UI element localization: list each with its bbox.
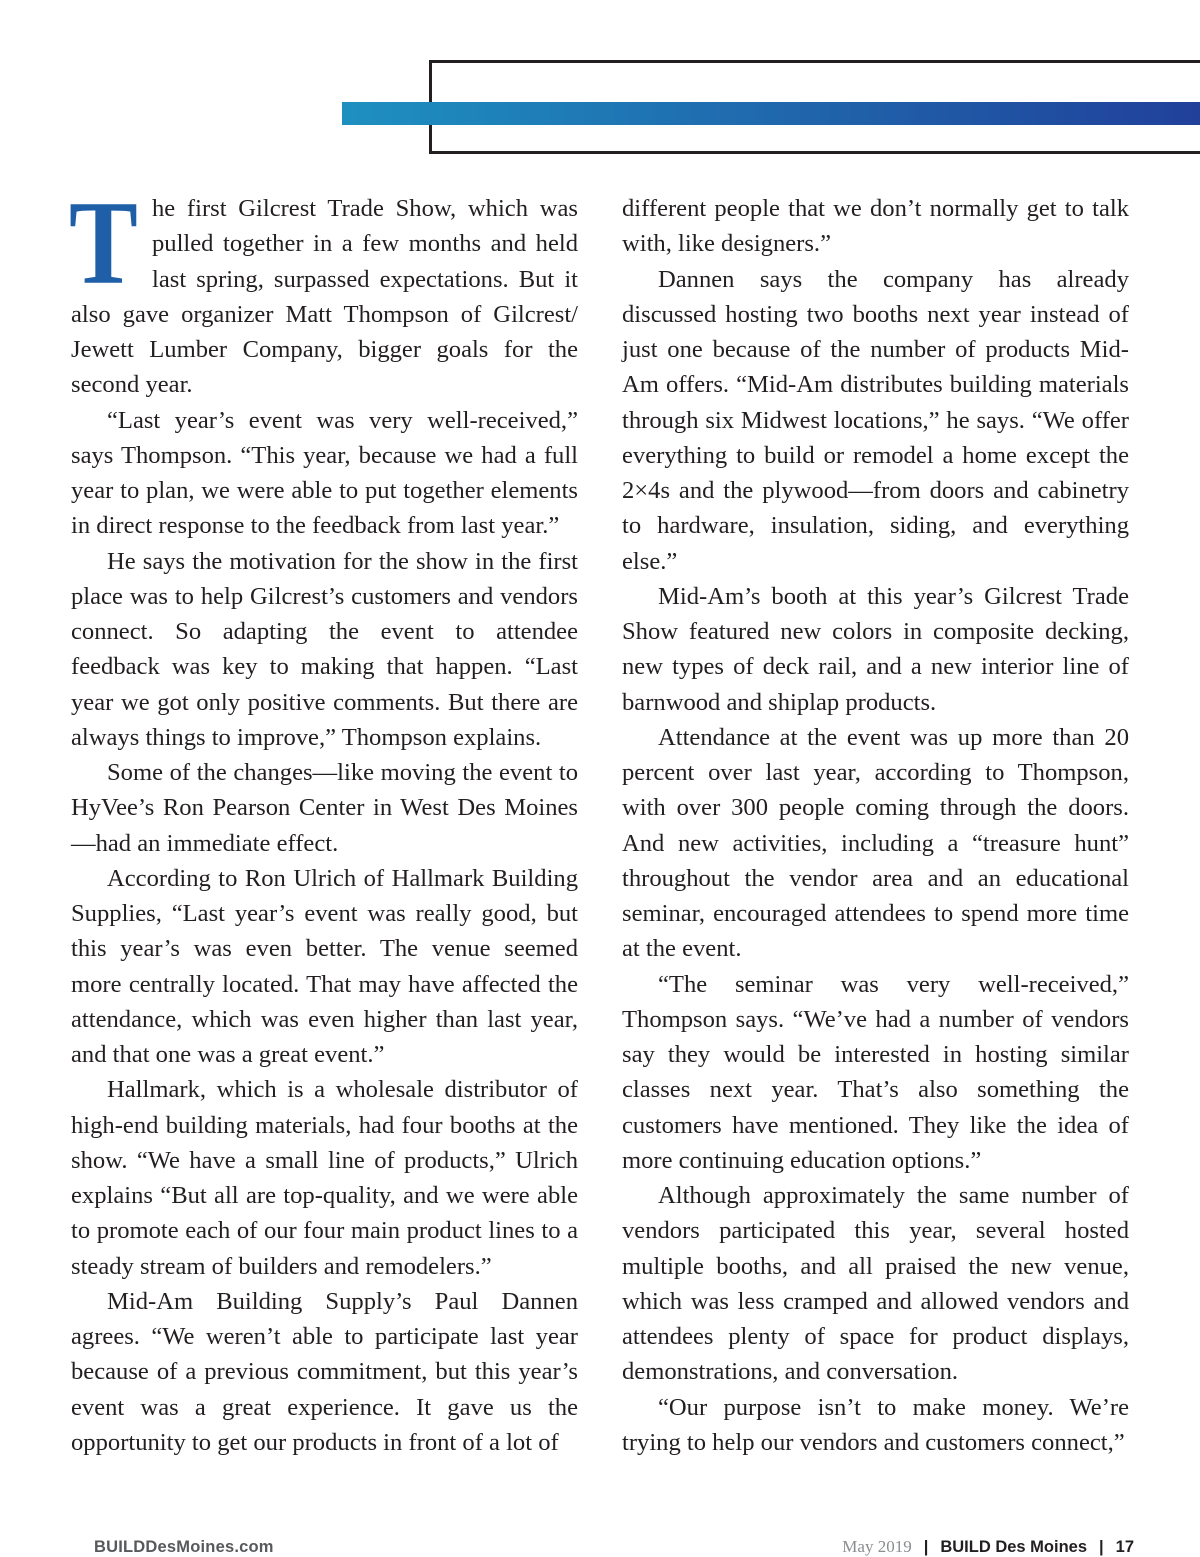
footer-date: May 2019 (842, 1537, 912, 1556)
drop-cap: T (69, 176, 138, 309)
paragraph-3: He says the motivation for the show in the first place was to help Gilcrest’s customers and vendors connect. So adapting the event to attendee feedback was key to making that happen. “Last year we got only positive comments. But there are always things to improve,” Thompson explains. (71, 547, 578, 751)
paragraph-11: “The seminar was very well-received,” Thompson says. “We’ve had a number of vendors say they would be interested in hosting similar classes next year. That’s also something the customers have mentioned. They like the idea of more continuing education options.” (622, 970, 1129, 1174)
paragraph-8: Dannen says the company has already discussed hosting two booths next year instead of just one because of the number of products Mid-Am offers. “Mid-Am distributes building materials through six Midwest locations,” he says. “We offer everything to build or remodel a home except the 2×4s and the plywood—from doors and cabinetry to hardware, insulation, siding, and everything else.” (622, 265, 1129, 575)
footer-magazine-name: BUILD Des Moines (940, 1538, 1088, 1556)
paragraph-6: Hallmark, which is a wholesale distributor of high-end building materials, had four booths at the show. “We have a small line of products,” Ulrich explains “But all are top-quality, and we were able to promote each of our four main product lines to a steady stream of builders and remodelers.” (71, 1076, 578, 1280)
article-left-column (69, 176, 578, 1460)
header-gradient-bar (342, 102, 1200, 125)
paragraph-9: Mid-Am’s booth at this year’s Gilcrest Trade Show featured new colors in composite decking, new types of deck rail, and a new interior line of barnwood and shiplap products. (622, 582, 1129, 716)
paragraph-7: Mid-Am Building Supply’s Paul Dannen agrees. “We weren’t able to participate last year because of a previous commitment, but this year’s event was a great experience. It gave us the opportunity to get our products in front of a lot of (71, 1287, 578, 1456)
paragraph-5: According to Ron Ulrich of Hallmark Building Supplies, “Last year’s event was really good, but this year’s was even better. The venue seemed more centrally located. That may have affected the attendance, which was even higher than last year, and that one was a great event.” (71, 864, 578, 1068)
paragraph-2: “Last year’s event was very well-received,” says Thompson. “This year, because we had a full year to plan, we were able to put together elements in direct response to the feedback from last year.” (71, 406, 578, 540)
article-right-column (622, 191, 1129, 1460)
paragraph-7-continued: different people that we don’t normally get to talk with, like designers.” (622, 195, 1129, 258)
paragraph-1 (69, 176, 578, 403)
paragraph-12: Although approximately the same number of vendors participated this year, several hosted multiple booths, and all praised the new venue, which was less cramped and allowed vendors and attendees plenty of space for product displays, demonstrations, and conversation. (622, 1182, 1129, 1386)
paragraph-13: “Our purpose isn’t to make money. We’re trying to help our vendors and customers connect,” (622, 1393, 1129, 1456)
footer-separator: | (923, 1538, 929, 1556)
paragraph-10: Attendance at the event was up more than 20 percent over last year, according to Thompson, with over 300 people coming through the doors. And new activities, including a “treasure hunt” throughout the vendor area and an educational seminar, encouraged attendees to spend more time at the event. (622, 723, 1129, 963)
page-number: 17 (1115, 1538, 1134, 1556)
footer-separator-2: | (1099, 1538, 1104, 1556)
paragraph-1-text: he first Gilcrest Trade Show, which was pulled together in a few months and held last spring, surpassed expectations. But it also gave organizer Matt Thompson of Gilcrest/ Jewett Lumber Company, bigger goals for the second year. (71, 195, 578, 399)
paragraph-4: Some of the changes—like moving the event to HyVee’s Ron Pearson Center in West Des Moines—had an immediate effect. (71, 759, 578, 857)
footer-issue-info (842, 1537, 1134, 1557)
footer-website[interactable]: BUILDDesMoines.com (94, 1538, 274, 1556)
